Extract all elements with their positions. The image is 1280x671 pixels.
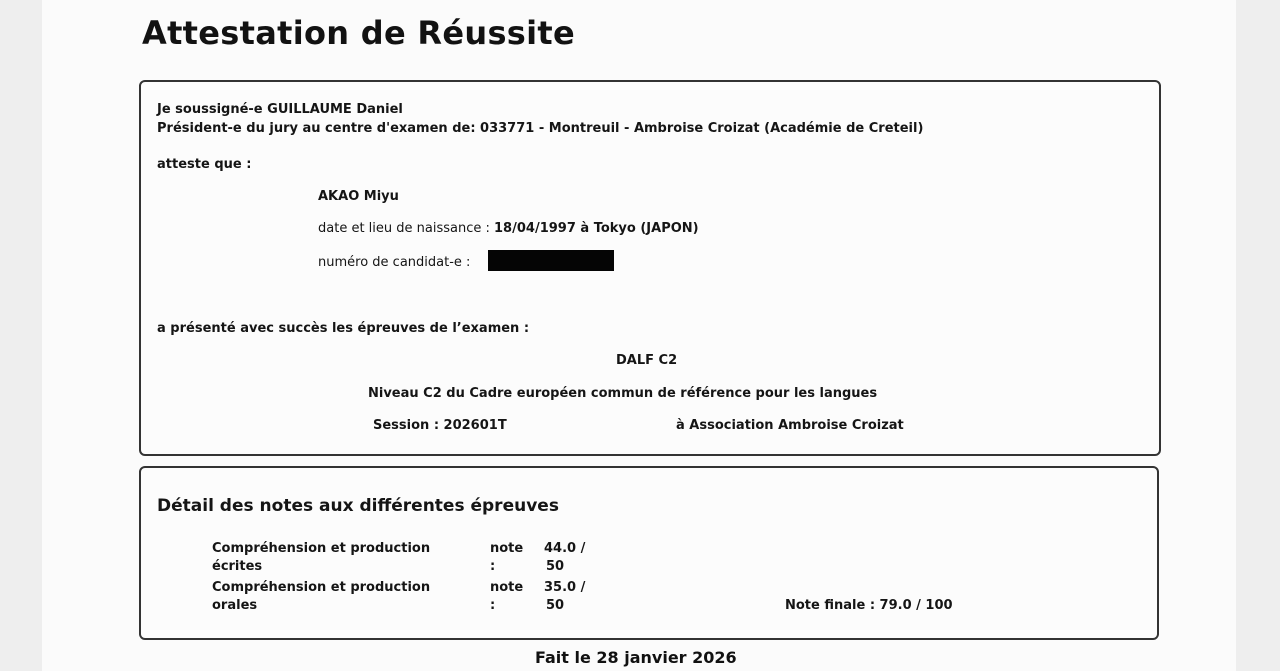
grade-row-2-score-line1: 35.0 / [544, 580, 586, 595]
session-code: Session : 202601T [373, 418, 507, 433]
birth-value: 18/04/1997 à Tokyo (JAPON) [494, 221, 699, 236]
grade-row-1-score-line1: 44.0 / [544, 541, 586, 556]
exam-name: DALF C2 [616, 353, 678, 368]
final-grade: Note finale : 79.0 / 100 [785, 598, 953, 613]
grade-row-1-score [544, 540, 585, 576]
page-title: Attestation de Réussite [142, 14, 576, 52]
grade-row-2-label-line2: orales [212, 598, 258, 613]
birth-label: date et lieu de naissance : [318, 221, 495, 236]
grade-row-1-note-line2: : [490, 559, 496, 574]
success-statement: a présenté avec succès les épreuves de l’examen : [157, 321, 530, 336]
exam-location: à Association Ambroise Croizat [676, 418, 904, 433]
grade-row-1-note [490, 540, 523, 576]
grades-heading: Détail des notes aux différentes épreuves [157, 496, 559, 516]
grade-row-2-score [544, 579, 585, 615]
grade-row-2-label [212, 579, 472, 615]
candidate-number-label: numéro de candidat-e : [318, 255, 471, 270]
issue-date: Fait le 28 janvier 2026 [535, 648, 737, 667]
grade-row-2-note-line2: : [490, 598, 496, 613]
birth-line [318, 221, 699, 236]
redacted-candidate-number [488, 250, 614, 271]
signer-line: Je soussigné-e GUILLAUME Daniel [157, 102, 403, 117]
candidate-name: AKAO Miyu [318, 189, 399, 204]
exam-level: Niveau C2 du Cadre européen commun de référence pour les langues [368, 386, 878, 401]
grade-row-1-label [212, 540, 472, 576]
grade-row-1-score-line2: 50 [546, 559, 565, 574]
grade-row-1-note-line1: note [490, 541, 524, 556]
atteste-label: atteste que : [157, 157, 252, 172]
grade-row-1-label-line2: écrites [212, 559, 263, 574]
grade-row-2-note [490, 579, 523, 615]
grade-row-2-label-line1: Compréhension et production [212, 580, 431, 595]
grade-row-1-label-line1: Compréhension et production [212, 541, 431, 556]
jury-role-line: Président-e du jury au centre d'examen de: 033771 - Montreuil - Ambroise Croizat (Académie de Creteil) [157, 121, 924, 136]
grade-row-2-note-line1: note [490, 580, 524, 595]
grade-row-2-score-line2: 50 [546, 598, 565, 613]
